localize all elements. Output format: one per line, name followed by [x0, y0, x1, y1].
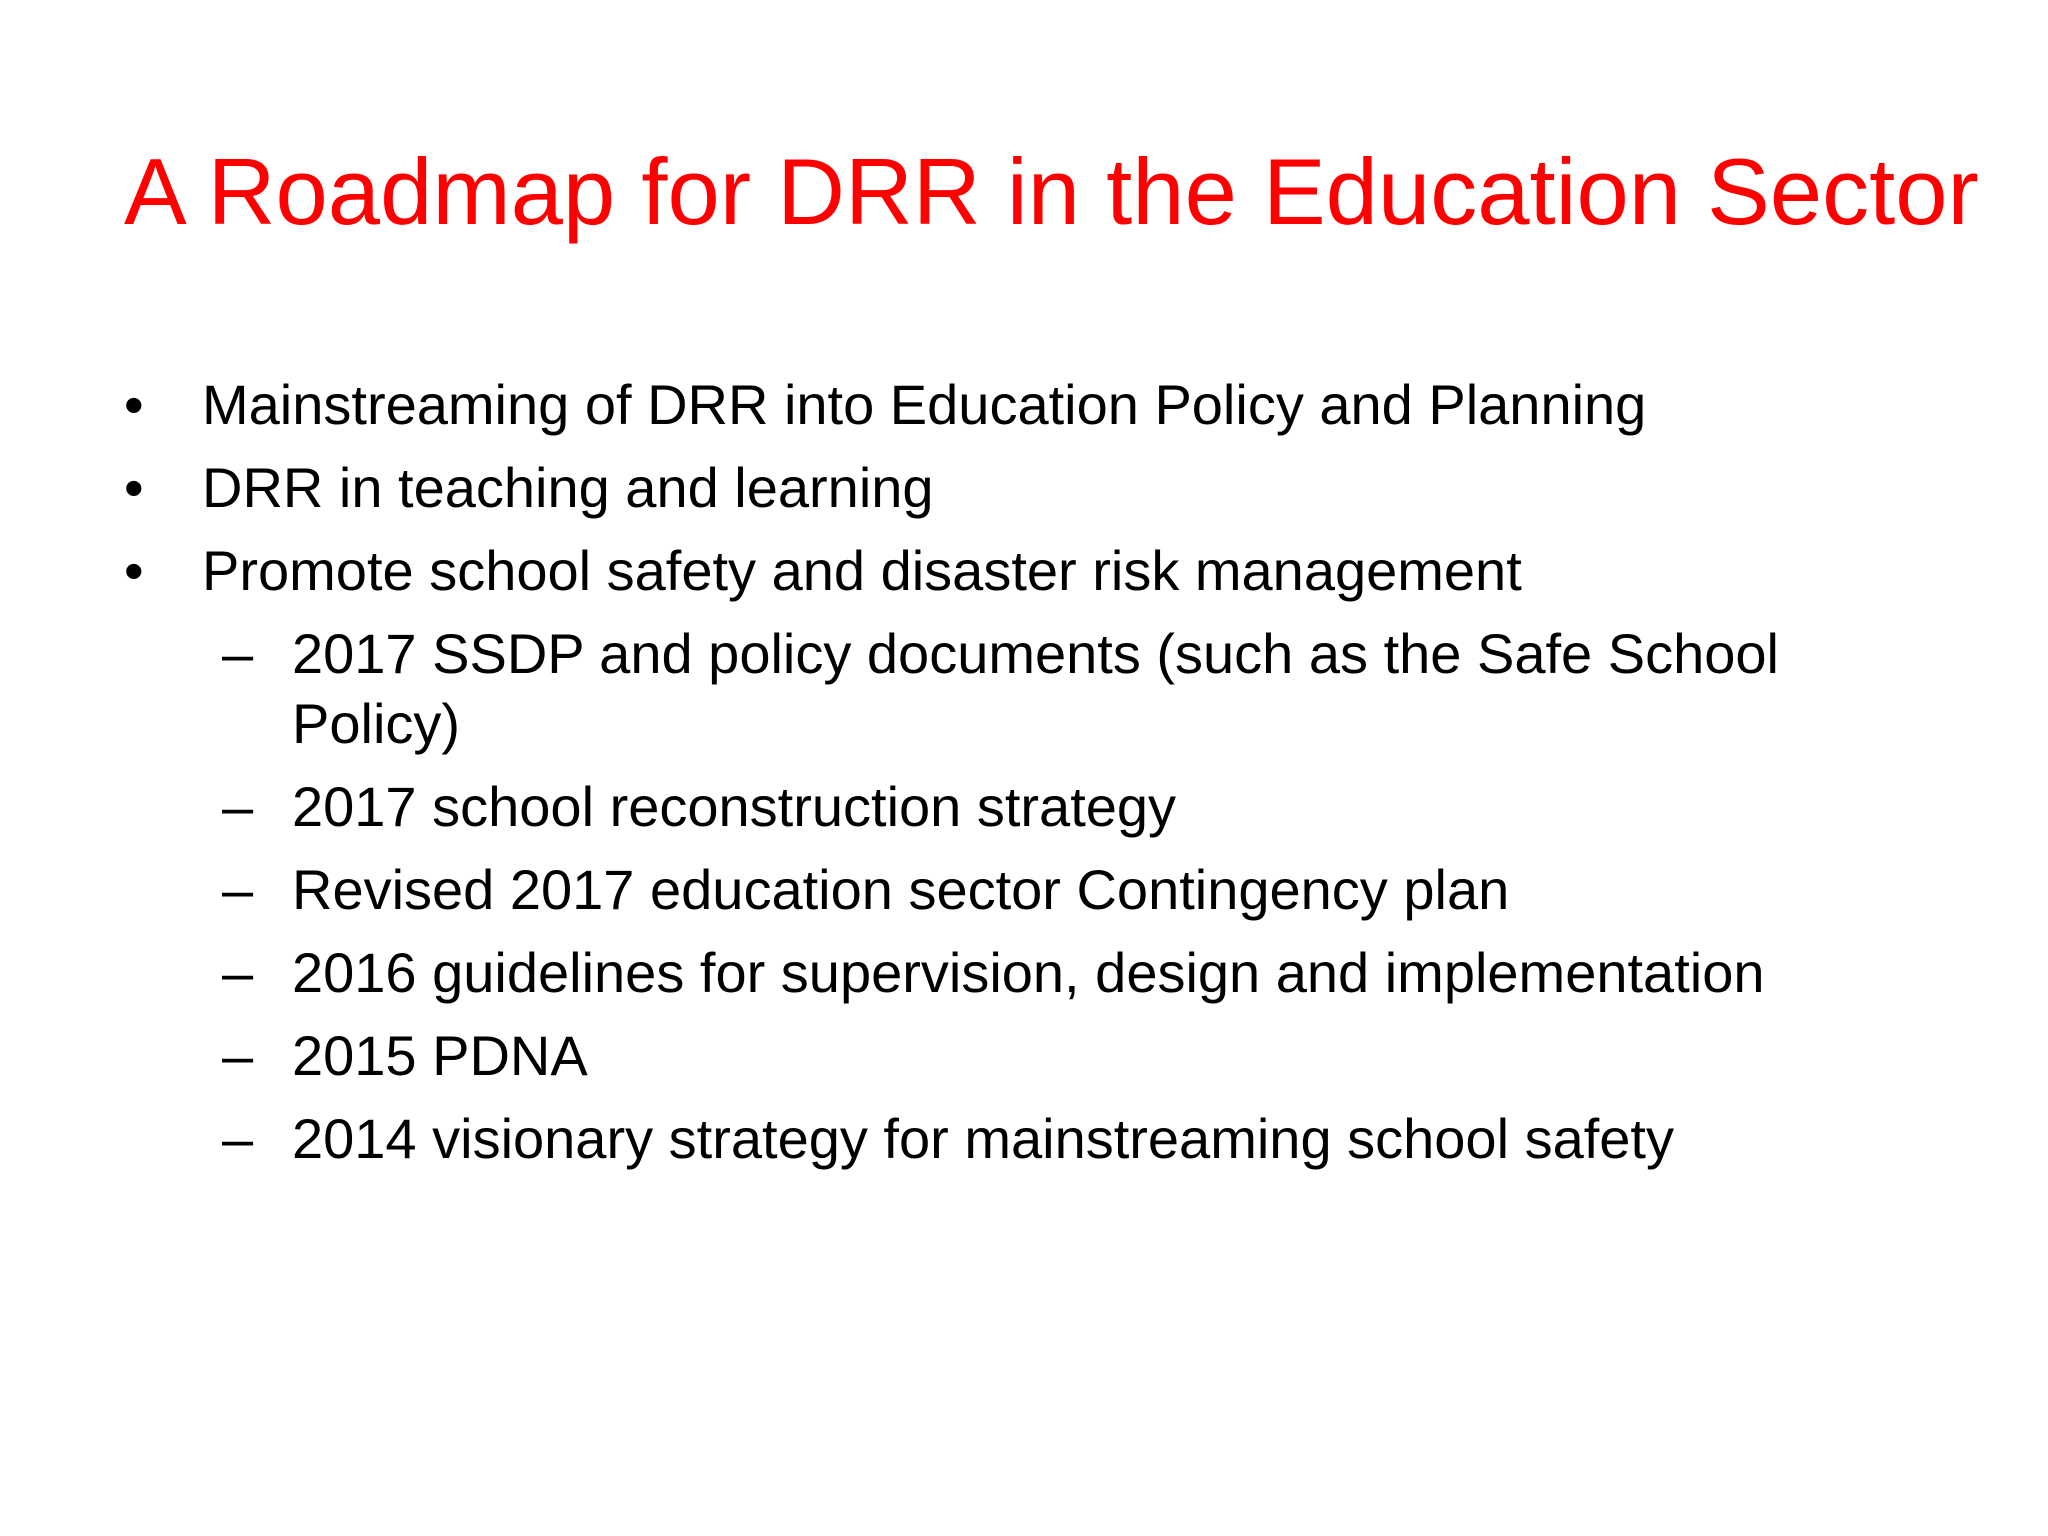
bullet-item: [0, 536, 2048, 606]
bullet-item: [0, 370, 2048, 440]
bullet-marker: •: [124, 456, 144, 519]
bullet-marker: •: [124, 373, 144, 436]
bullet-marker: •: [124, 539, 144, 602]
sub-bullet-marker: –: [222, 622, 254, 685]
sub-bullet-text: 2014 visionary strategy for mainstreaming school safety: [292, 1107, 1674, 1170]
slide-title: A Roadmap for DRR in the Education Sector: [124, 139, 1979, 244]
bullet-text: DRR in teaching and learning: [202, 456, 934, 519]
sub-bullet-marker: –: [222, 775, 254, 838]
sub-bullet-text: Revised 2017 education sector Contingency plan: [292, 858, 1510, 921]
sub-bullet-item: [0, 772, 1852, 842]
sub-bullet-item: [0, 619, 1852, 759]
sub-bullet-marker: –: [222, 1024, 254, 1087]
bullet-text: Mainstreaming of DRR into Education Policy and Planning: [202, 373, 1647, 436]
sub-bullet-text: 2017 SSDP and policy documents (such as the Safe School Policy): [292, 622, 1779, 755]
sub-bullet-item: [0, 1021, 1852, 1091]
bullet-list: [0, 370, 2048, 1187]
bullet-text: Promote school safety and disaster risk management: [202, 539, 1522, 602]
bullet-item: [0, 453, 2048, 523]
sub-bullet-item: [0, 855, 1852, 925]
sub-bullet-marker: –: [222, 1107, 254, 1170]
sub-bullet-text: 2016 guidelines for supervision, design and implementation: [292, 941, 1765, 1004]
sub-bullet-marker: –: [222, 858, 254, 921]
sub-bullet-text: 2015 PDNA: [292, 1024, 588, 1087]
sub-bullet-marker: –: [222, 941, 254, 1004]
sub-bullet-item: [0, 938, 1852, 1008]
sub-bullet-text: 2017 school reconstruction strategy: [292, 775, 1177, 838]
sub-bullet-item: [0, 1104, 1852, 1174]
